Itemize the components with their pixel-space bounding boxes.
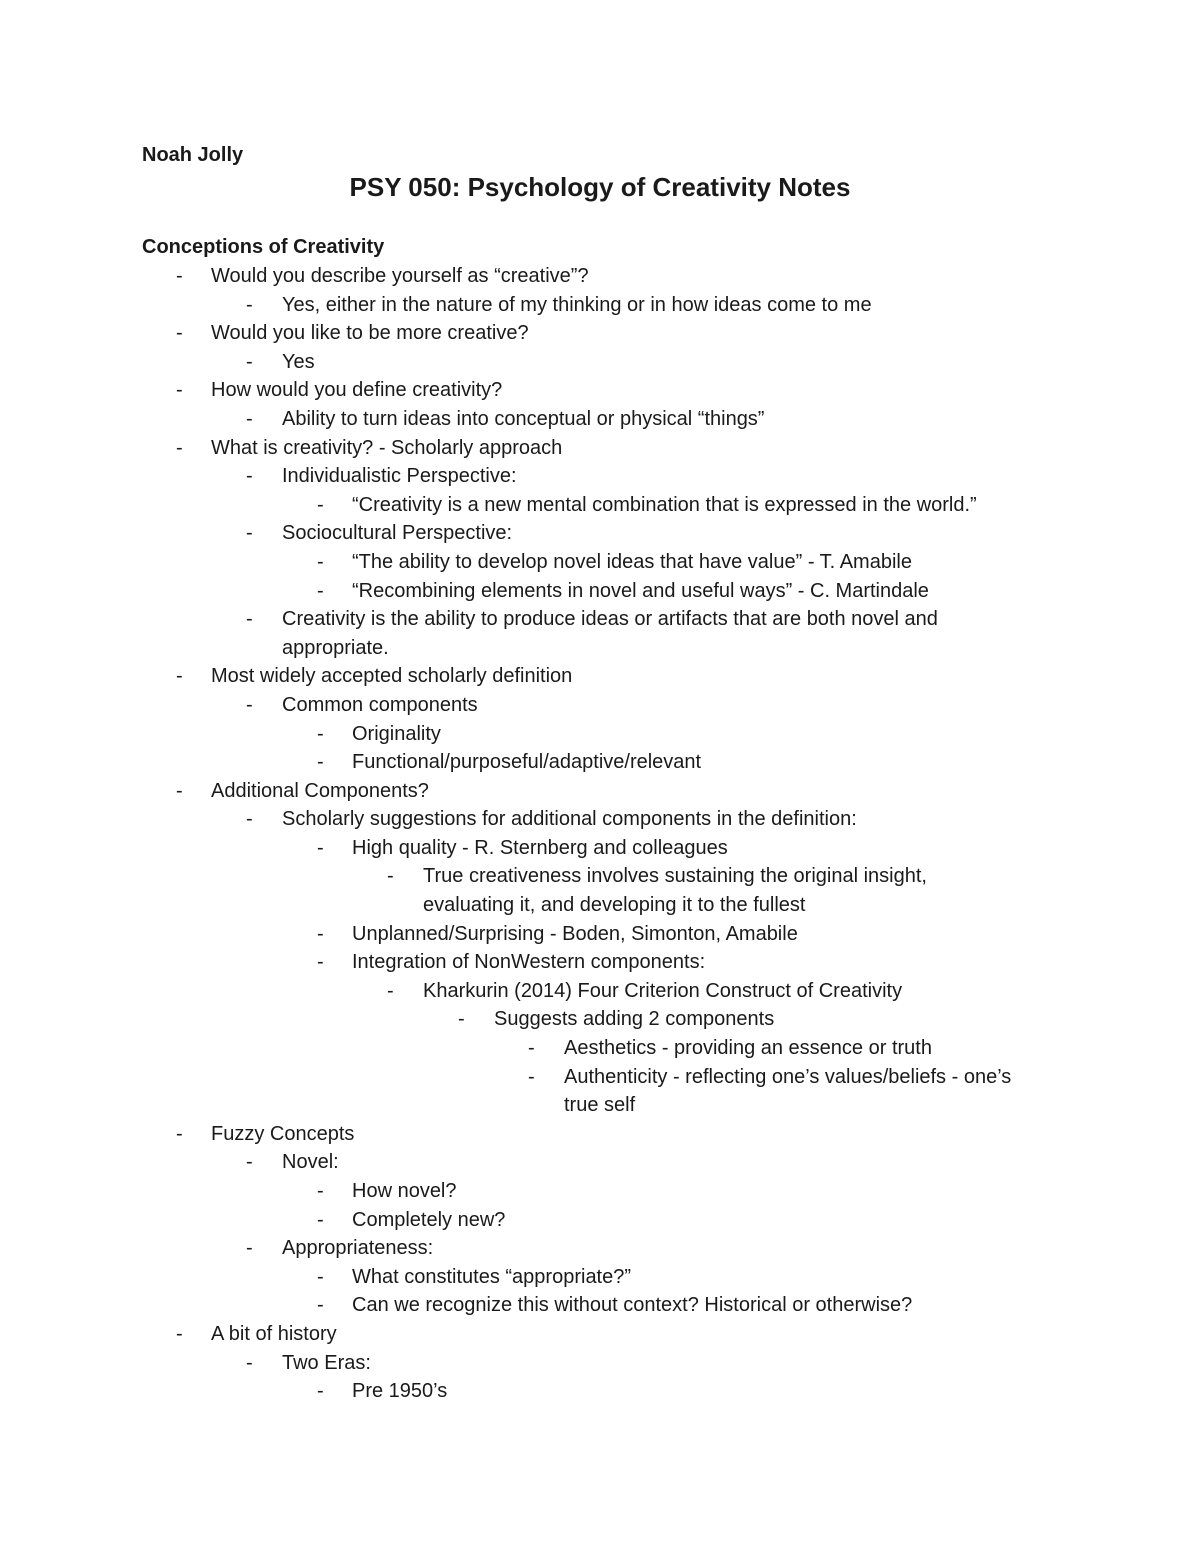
outline-item-text: Suggests adding 2 components	[494, 1008, 775, 1031]
outline-item-text: What is creativity? - Scholarly approach	[211, 436, 563, 459]
outline-item-level-4	[0, 977, 1200, 1006]
outline-item-level-2	[0, 1148, 1200, 1177]
outline-item-level-2	[0, 462, 1200, 491]
outline-item-level-4	[0, 862, 1200, 919]
outline-item-level-3	[0, 948, 1200, 977]
document-title: PSY 050: Psychology of Creativity Notes	[349, 172, 851, 202]
author-name: Noah Jolly	[142, 144, 244, 166]
bullet-dash: -	[317, 579, 324, 602]
outline-item-text: Yes	[282, 350, 315, 373]
outline-item-text: Novel:	[282, 1151, 339, 1174]
bullet-dash: -	[246, 808, 253, 831]
outline-item-text: Completely new?	[352, 1208, 506, 1231]
outline-item-text: True creativeness involves sustaining the original insight,	[423, 865, 927, 888]
outline-item-text: Pre 1950’s	[352, 1380, 448, 1403]
outline-item-text: Aesthetics - providing an essence or truth	[564, 1037, 932, 1060]
outline-item-level-1	[0, 434, 1200, 463]
bullet-dash: -	[246, 407, 253, 430]
outline-item-level-6	[0, 1063, 1200, 1120]
outline-item-text: “The ability to develop novel ideas that have value” - T. Amabile	[352, 550, 912, 573]
outline-item-text: Would you like to be more creative?	[211, 322, 529, 345]
bullet-dash: -	[317, 751, 324, 774]
outline-item-text: Kharkurin (2014) Four Criterion Construct of Creativity	[423, 979, 903, 1002]
outline-item-text: Additional Components?	[211, 779, 429, 802]
outline-item-level-3	[0, 1263, 1200, 1292]
outline-item-continuation: appropriate.	[282, 636, 389, 659]
bullet-dash: -	[246, 1151, 253, 1174]
outline-item-continuation: true self	[564, 1094, 636, 1117]
outline-item-level-2	[0, 291, 1200, 320]
outline-item-level-5	[0, 1005, 1200, 1034]
bullet-dash: -	[176, 779, 183, 802]
bullet-dash: -	[176, 1122, 183, 1145]
bullet-dash: -	[246, 693, 253, 716]
bullet-dash: -	[317, 951, 324, 974]
outline-item-level-3	[0, 491, 1200, 520]
outline-item-text: Unplanned/Surprising - Boden, Simonton, Amabile	[352, 922, 798, 945]
bullet-dash: -	[317, 550, 324, 573]
bullet-dash: -	[246, 1237, 253, 1260]
bullet-dash: -	[387, 865, 394, 888]
bullet-dash: -	[317, 1180, 324, 1202]
outline-item-text: Scholarly suggestions for additional components in the definition:	[282, 808, 857, 831]
bullet-dash: -	[317, 1294, 324, 1317]
notes-outline	[0, 262, 1200, 1406]
bullet-dash: -	[246, 350, 253, 373]
outline-item-text: “Creativity is a new mental combination that is expressed in the world.”	[352, 493, 977, 516]
outline-item-text: Ability to turn ideas into conceptual or physical “things”	[282, 407, 765, 430]
outline-item-level-3	[0, 1377, 1200, 1406]
outline-item-text: Would you describe yourself as “creative”?	[211, 265, 589, 287]
outline-item-level-3	[0, 920, 1200, 949]
outline-item-level-3	[0, 1177, 1200, 1206]
outline-item-level-1	[0, 1120, 1200, 1149]
bullet-dash: -	[317, 922, 324, 945]
outline-item-level-3	[0, 720, 1200, 749]
outline-item-level-2	[0, 691, 1200, 720]
bullet-dash: -	[176, 665, 183, 688]
outline-item-text: Common components	[282, 693, 478, 716]
section-heading: Conceptions of Creativity	[142, 236, 385, 258]
outline-item-text: How would you define creativity?	[211, 379, 503, 402]
outline-item-text: High quality - R. Sternberg and colleagues	[352, 836, 728, 859]
outline-item-level-3	[0, 548, 1200, 577]
outline-item-text: Can we recognize this without context? Historical or otherwise?	[352, 1294, 913, 1317]
outline-item-level-3	[0, 1291, 1200, 1320]
outline-item-level-2	[0, 348, 1200, 377]
outline-item-level-3	[0, 577, 1200, 606]
outline-item-level-6	[0, 1034, 1200, 1063]
bullet-dash: -	[317, 836, 324, 859]
bullet-dash: -	[246, 465, 253, 488]
outline-item-text: Two Eras:	[282, 1351, 371, 1374]
outline-item-continuation: evaluating it, and developing it to the fullest	[423, 894, 806, 917]
bullet-dash: -	[176, 265, 183, 287]
outline-item-level-2	[0, 1349, 1200, 1378]
outline-item-level-1	[0, 662, 1200, 691]
outline-item-level-3	[0, 834, 1200, 863]
bullet-dash: -	[176, 1322, 183, 1345]
bullet-dash: -	[317, 1265, 324, 1288]
outline-item-level-3	[0, 1206, 1200, 1235]
outline-item-text: Originality	[352, 722, 441, 745]
outline-item-level-2	[0, 519, 1200, 548]
bullet-dash: -	[528, 1037, 535, 1060]
bullet-dash: -	[246, 1351, 253, 1374]
outline-item-text: Sociocultural Perspective:	[282, 522, 513, 545]
outline-item-level-2	[0, 405, 1200, 434]
outline-item-text: What constitutes “appropriate?”	[352, 1265, 632, 1288]
outline-item-text: Appropriateness:	[282, 1237, 434, 1260]
outline-item-text: Functional/purposeful/adaptive/relevant	[352, 751, 702, 774]
outline-item-text: Fuzzy Concepts	[211, 1122, 355, 1145]
outline-item-text: Yes, either in the nature of my thinking or in how ideas come to me	[282, 293, 872, 316]
bullet-dash: -	[317, 722, 324, 745]
outline-item-level-3	[0, 748, 1200, 777]
bullet-dash: -	[176, 322, 183, 345]
outline-item-level-1	[0, 777, 1200, 806]
outline-item-text: “Recombining elements in novel and useful ways” - C. Martindale	[352, 579, 929, 602]
outline-item-text: Authenticity - reflecting one’s values/beliefs - one’s	[564, 1065, 1012, 1088]
bullet-dash: -	[246, 293, 253, 316]
outline-item-level-2	[0, 1234, 1200, 1263]
outline-item-level-1	[0, 376, 1200, 405]
bullet-dash: -	[317, 493, 324, 516]
outline-item-text: Creativity is the ability to produce ideas or artifacts that are both novel and	[282, 608, 938, 631]
outline-item-text: How novel?	[352, 1180, 457, 1202]
bullet-dash: -	[317, 1208, 324, 1231]
outline-item-text: Integration of NonWestern components:	[352, 951, 706, 974]
outline-item-level-1	[0, 1320, 1200, 1349]
bullet-dash: -	[246, 522, 253, 545]
bullet-dash: -	[176, 379, 183, 402]
outline-item-level-2	[0, 605, 1200, 662]
bullet-dash: -	[176, 436, 183, 459]
bullet-dash: -	[317, 1380, 324, 1403]
outline-item-text: A bit of history	[211, 1322, 337, 1345]
outline-item-level-2	[0, 805, 1200, 834]
bullet-dash: -	[387, 979, 394, 1002]
bullet-dash: -	[458, 1008, 465, 1031]
outline-item-text: Individualistic Perspective:	[282, 465, 517, 488]
bullet-dash: -	[246, 608, 253, 631]
outline-item-level-1	[0, 319, 1200, 348]
bullet-dash: -	[528, 1065, 535, 1088]
outline-item-level-1	[0, 262, 1200, 291]
outline-item-text: Most widely accepted scholarly definition	[211, 665, 573, 688]
